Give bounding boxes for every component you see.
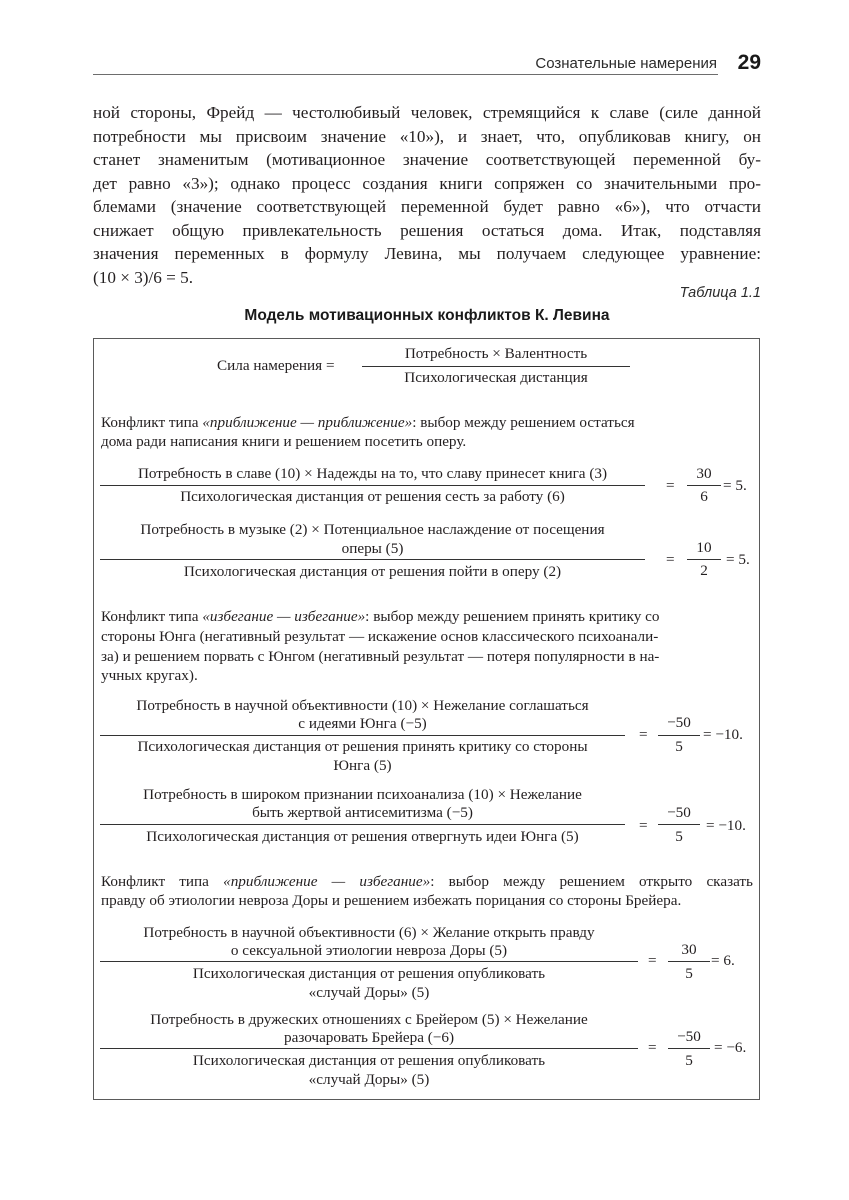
equals-sign: = [648,952,657,969]
conflict-intro-line: за) и решением порвать с Юнгом (негативный результат — потеря популярности в на- [101,648,660,665]
conflict-intro-line: Конфликт типа «приближение — избегание»: выбор между решением открыто сказать [101,873,753,890]
equation-denominator: Психологическая дистанция от решения опубликовать [192,1052,546,1069]
body-paragraph [93,101,761,289]
conflict-intro-line: правду об этиологии невроза Доры и решением избежать порицания со стороны Брейера. [101,892,682,909]
formula-lhs: Сила намерения = [217,357,335,374]
fraction-bar [687,559,721,560]
fraction-bar [100,735,625,736]
result: = −10. [706,817,746,834]
equation-denominator: «случай Доры» (5) [308,984,430,1001]
equation-numerator: быть жертвой антисемитизма (−5) [252,804,473,821]
value-numerator: 30 [681,941,697,958]
equation-denominator: «случай Доры» (5) [308,1071,430,1088]
fraction-bar [100,1048,638,1049]
conflict-type: «избегание — избегание» [202,608,366,625]
equals-sign: = [666,477,675,494]
value-numerator: −50 [667,714,691,731]
equals-sign: = [639,726,648,743]
result: = 5. [726,551,750,568]
equation-denominator: Психологическая дистанция от решения пойти в оперу (2) [183,563,562,580]
value-denominator: 5 [675,738,683,755]
value-numerator: 30 [696,465,712,482]
fraction-bar [100,485,645,486]
equals-sign: = [666,551,675,568]
result: = 6. [711,952,735,969]
fraction-bar [687,485,721,486]
fraction-bar [658,735,700,736]
fraction-bar [100,961,638,962]
equation-numerator: оперы (5) [341,540,404,557]
value-numerator: −50 [667,804,691,821]
equation-numerator: о сексуальной этиологии невроза Доры (5) [230,942,508,959]
fraction-bar [362,366,630,367]
header-rule [93,74,718,75]
paragraph-line: значения переменных в формулу Левина, мы получаем следующее уравнение: [93,244,761,263]
paragraph-line: блемами (значение соответствующей переменной будет равно «6»), что отчасти [93,197,761,216]
paragraph-line: потребности мы присвоим значение «10»), и знает, что, опубликовав книгу, он [93,126,761,146]
conflict-type: «приближение — приближение» [202,414,413,431]
fraction-bar [100,559,645,560]
value-denominator: 6 [700,488,708,505]
value-numerator: −50 [677,1028,701,1045]
equation-numerator: Потребность в дружеских отношениях с Брейером (5) × Нежелание [150,1011,588,1028]
equation-denominator: Юнга (5) [333,757,392,774]
paragraph-line: станет знаменитым (мотивационное значение соответствующей переменной бу- [93,150,761,169]
equation-numerator: разочаровать Брейера (−6) [283,1029,455,1046]
equation-numerator: Потребность в научной объективности (10) × Нежелание соглашаться [136,697,589,714]
equation-numerator: с идеями Юнга (−5) [298,715,427,732]
formula-numerator: Потребность × Валентность [404,345,588,362]
equation-denominator: Психологическая дистанция от решения сесть за работу (6) [180,488,565,505]
page-number: 29 [737,51,761,74]
formula-denominator: Психологическая дистанция [404,369,588,386]
equation-numerator: Потребность в широком признании психоанализа (10) × Нежелание [143,786,582,803]
fraction-bar [668,1048,710,1049]
running-head [93,52,761,76]
equation-denominator: Психологическая дистанция от решения опубликовать [192,965,546,982]
equation-numerator: Потребность в научной объективности (6) × Желание открыть правду [143,924,595,941]
equals-sign: = [648,1039,657,1056]
value-numerator: 10 [696,539,712,556]
value-denominator: 5 [675,828,683,845]
chapter-title: Сознательные намерения [535,55,717,72]
lewin-conflict-table [93,338,760,1100]
value-denominator: 2 [700,562,708,579]
equation-denominator: Психологическая дистанция от решения отвергнуть идеи Юнга (5) [146,828,579,845]
paragraph-line: (10 × 3)/6 = 5. [93,267,194,287]
result: = −10. [703,726,743,743]
value-denominator: 5 [685,1052,693,1069]
conflict-intro-line: Конфликт типа «избегание — избегание»: выбор между решением принять критику со [101,608,660,625]
result: = −6. [714,1039,747,1056]
conflict-intro-line: Конфликт типа «приближение — приближение»: выбор между решением остаться [101,414,635,431]
conflict-intro-line: учных кругах). [101,667,198,684]
value-denominator: 5 [685,965,693,982]
conflict-type: «приближение — избегание» [223,873,431,890]
paragraph-line: дет равно «3»); однако процесс создания книги сопряжен со значительными про- [93,173,761,193]
table-caption: Таблица 1.1 [679,285,761,301]
equation-numerator: Потребность в славе (10) × Надежды на то, что славу принесет книга (3) [137,465,608,482]
paragraph-line: снижает общую привлекательность решения остаться дома. Итак, подставляя [93,220,761,240]
table-title: Модель мотивационных конфликтов К. Левина [244,307,610,324]
conflict-intro-line: стороны Юнга (негативный результат — искажение основ классического психоанали- [101,628,659,645]
result: = 5. [723,477,747,494]
equation-numerator: Потребность в музыке (2) × Потенциальное наслаждение от посещения [140,521,605,538]
equals-sign: = [639,817,648,834]
equation-denominator: Психологическая дистанция от решения принять критику со стороны [137,738,588,755]
paragraph-line: ной стороны, Фрейд — честолюбивый человек, стремящийся к славе (силе данной [93,103,761,122]
fraction-bar [658,824,700,825]
conflict-intro-line: дома ради написания книги и решением посетить оперу. [101,433,467,450]
fraction-bar [100,824,625,825]
fraction-bar [668,961,710,962]
